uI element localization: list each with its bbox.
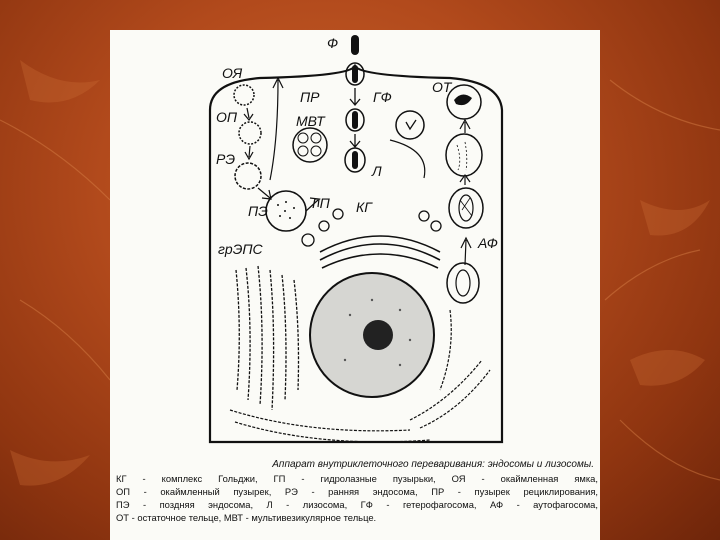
caption-legend-line: ПЭ - поздняя эндосома, Л - лизосома, ГФ - гетерофагосома, АФ - аутофагосома, (116, 499, 598, 510)
label-mvt: МВТ (296, 113, 325, 129)
label-pe: ПЭ (248, 203, 268, 219)
figure-card (110, 30, 600, 540)
coated-pit (234, 85, 254, 105)
label-af: АФ (478, 235, 498, 251)
label-re: РЭ (216, 151, 236, 167)
label-gr-eps: грЭПС (218, 241, 263, 257)
endosome-lysosome-diagram (110, 30, 600, 480)
secondary-lysosome (446, 134, 482, 176)
caption-legend-line: КГ - комплекс Гольджи, ГП - гидролазные пузырьки, ОЯ - окаймленная ямка, (116, 473, 598, 484)
caption-title: Аппарат внутриклеточного переваривания: эндосомы и лизосомы. (272, 459, 594, 470)
particle-f-top (351, 35, 359, 55)
recycling-arrow (270, 78, 283, 180)
label-gf: ГФ (373, 89, 392, 105)
autophagosome (447, 263, 479, 303)
multivesicular-body (293, 128, 327, 162)
nucleolus (363, 320, 393, 350)
early-endosome (235, 163, 261, 189)
label-kg: КГ (356, 199, 372, 215)
coated-vesicle (239, 122, 261, 144)
hydrolase-vesicle (302, 234, 314, 246)
figure-caption (116, 458, 598, 524)
heterophagosome (396, 111, 424, 139)
label-gp: ГП (312, 195, 330, 211)
label-oya: ОЯ (222, 65, 243, 81)
rough-er (236, 266, 299, 410)
label-pr: ПР (300, 89, 320, 105)
label-ot: ОТ (432, 79, 452, 95)
label-l: Л (372, 163, 382, 179)
caption-legend-line: ОП - окаймленный пузырек, РЭ - ранняя эндосома, ПР - пузырек рециклирования, (116, 486, 598, 497)
label-op: ОП (216, 109, 238, 125)
label-f: Ф (327, 35, 339, 51)
caption-legend-line: ОТ - остаточное тельце, МВТ - мультивезикулярное тельце. (116, 512, 377, 523)
